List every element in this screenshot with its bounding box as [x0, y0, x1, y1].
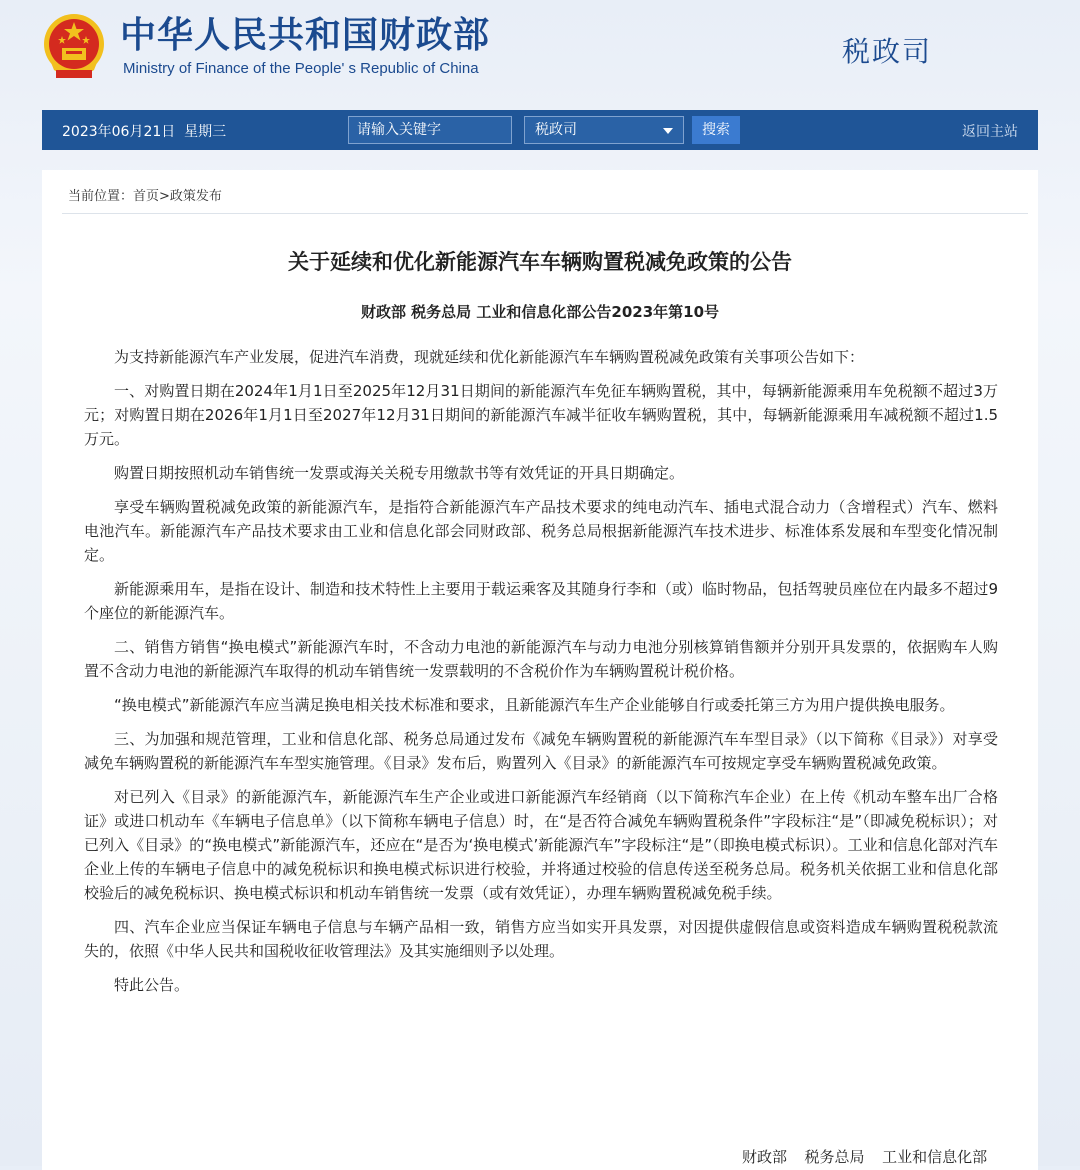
document-number: 财政部 税务总局 工业和信息化部公告2023年第10号 — [360, 303, 720, 321]
paragraph: 三、为加强和规范管理，工业和信息化部、税务总局通过发布《减免车辆购置税的新能源汽车车型目录》（以下简称《目录》）对享受减免车辆购置税的新能源汽车车型实施管理。《目录》发布后，购置列入《目录》的新能源汽车可按规定享受车辆购置税减免政策。 — [84, 730, 998, 772]
breadcrumb: 当前位置：首页>政策发布 — [68, 189, 222, 204]
chevron-down-icon — [663, 128, 673, 134]
national-emblem-icon — [42, 12, 106, 82]
paragraph: 四、汽车企业应当保证车辆电子信息与车辆产品相一致，销售方应当如实开具发票，对因提供虚假信息或资料造成车辆购置税税款流失的，依照《中华人民共和国税收征收管理法》及其实施细则予以处理。 — [84, 918, 998, 960]
paragraph: 享受车辆购置税减免政策的新能源汽车，是指符合新能源汽车产品技术要求的纯电动汽车、插电式混合动力（含增程式）汽车、燃料电池汽车。新能源汽车产品技术要求由工业和信息化部会同财政部、税务总局根据新能源汽车技术进步、标准体系发展和车型变化情况制定。 — [84, 498, 998, 564]
paragraph: 一、对购置日期在2024年1月1日至2025年12月31日期间的新能源汽车免征车辆购置税，其中，每辆新能源乘用车免税额不超过3万元；对购置日期在2026年1月1日至2027年12月31日期间的新能源汽车减半征收车辆购置税，其中，每辆新能源乘用车减税额不超过1.5万元。 — [84, 382, 998, 448]
paragraph: 对已列入《目录》的新能源汽车，新能源汽车生产企业或进口新能源汽车经销商（以下简称汽车企业）在上传《机动车整车出厂合格证》或进口机动车《车辆电子信息单》（以下简称车辆电子信息）时，在“是否符合减免车辆购置税条件”字段标注“是”（即减免税标识）；对已列入《目录》的“换电模式”新能源汽车，还应在“是否为‘换电模式’新能源汽车”字段标注“是”（即换电模式标识）。工业和信息化部对汽车企业上传的车辆电子信息中的减免税标识和换电模式标识进行校验，并将通过校验的信息传送至税务总局。税务机关依据工业和信息化部校验后的减免税标识、换电模式标识和机动车销售统一发票（或有效凭证），办理车辆购置税减免税手续。 — [84, 788, 998, 902]
current-date: 2023年06月21日 星期三 — [62, 124, 227, 140]
site-title: 中华人民共和国财政部 — [120, 15, 491, 56]
divider — [62, 213, 1028, 214]
search-input[interactable]: 请输入关键字 — [348, 116, 512, 144]
signature: 财政部 税务总局 工业和信息化部 — [742, 1148, 988, 1166]
document-title: 关于延续和优化新能源汽车车辆购置税减免政策的公告 — [288, 250, 792, 274]
site-subtitle: Ministry of Finance of the People' s Republic of China — [123, 60, 479, 77]
paragraph: 购置日期按照机动车销售统一发票或海关关税专用缴款书等有效凭证的开具日期确定。 — [114, 464, 685, 482]
nav-bar — [42, 110, 1038, 150]
department-select-value: 税政司 — [535, 122, 577, 138]
paragraph: “换电模式”新能源汽车应当满足换电相关技术标准和要求，且新能源汽车生产企业能够自行或委托第三方为用户提供换电服务。 — [114, 696, 955, 714]
return-home-link[interactable]: 返回主站 — [962, 124, 1018, 140]
site-header — [0, 0, 1080, 108]
paragraph: 特此公告。 — [114, 976, 190, 994]
document-body — [84, 345, 998, 1007]
paragraph: 新能源乘用车，是指在设计、制造和技术特性上主要用于载运乘客及其随身行李和（或）临时物品，包括驾驶员座位在内最多不超过9个座位的新能源汽车。 — [84, 580, 998, 622]
paragraph: 为支持新能源汽车产业发展，促进汽车消费，现就延续和优化新能源汽车车辆购置税减免政策有关事项公告如下： — [114, 348, 865, 366]
department-name: 税政司 — [842, 35, 933, 68]
search-button[interactable]: 搜索 — [692, 116, 740, 144]
department-select[interactable] — [524, 116, 684, 144]
content-panel — [42, 170, 1038, 1170]
paragraph: 二、销售方销售“换电模式”新能源汽车时，不含动力电池的新能源汽车与动力电池分别核算销售额并分别开具发票的，依据购车人购置不含动力电池的新能源汽车取得的机动车销售统一发票载明的不含税价作为车辆购置税计税价格。 — [84, 638, 998, 680]
